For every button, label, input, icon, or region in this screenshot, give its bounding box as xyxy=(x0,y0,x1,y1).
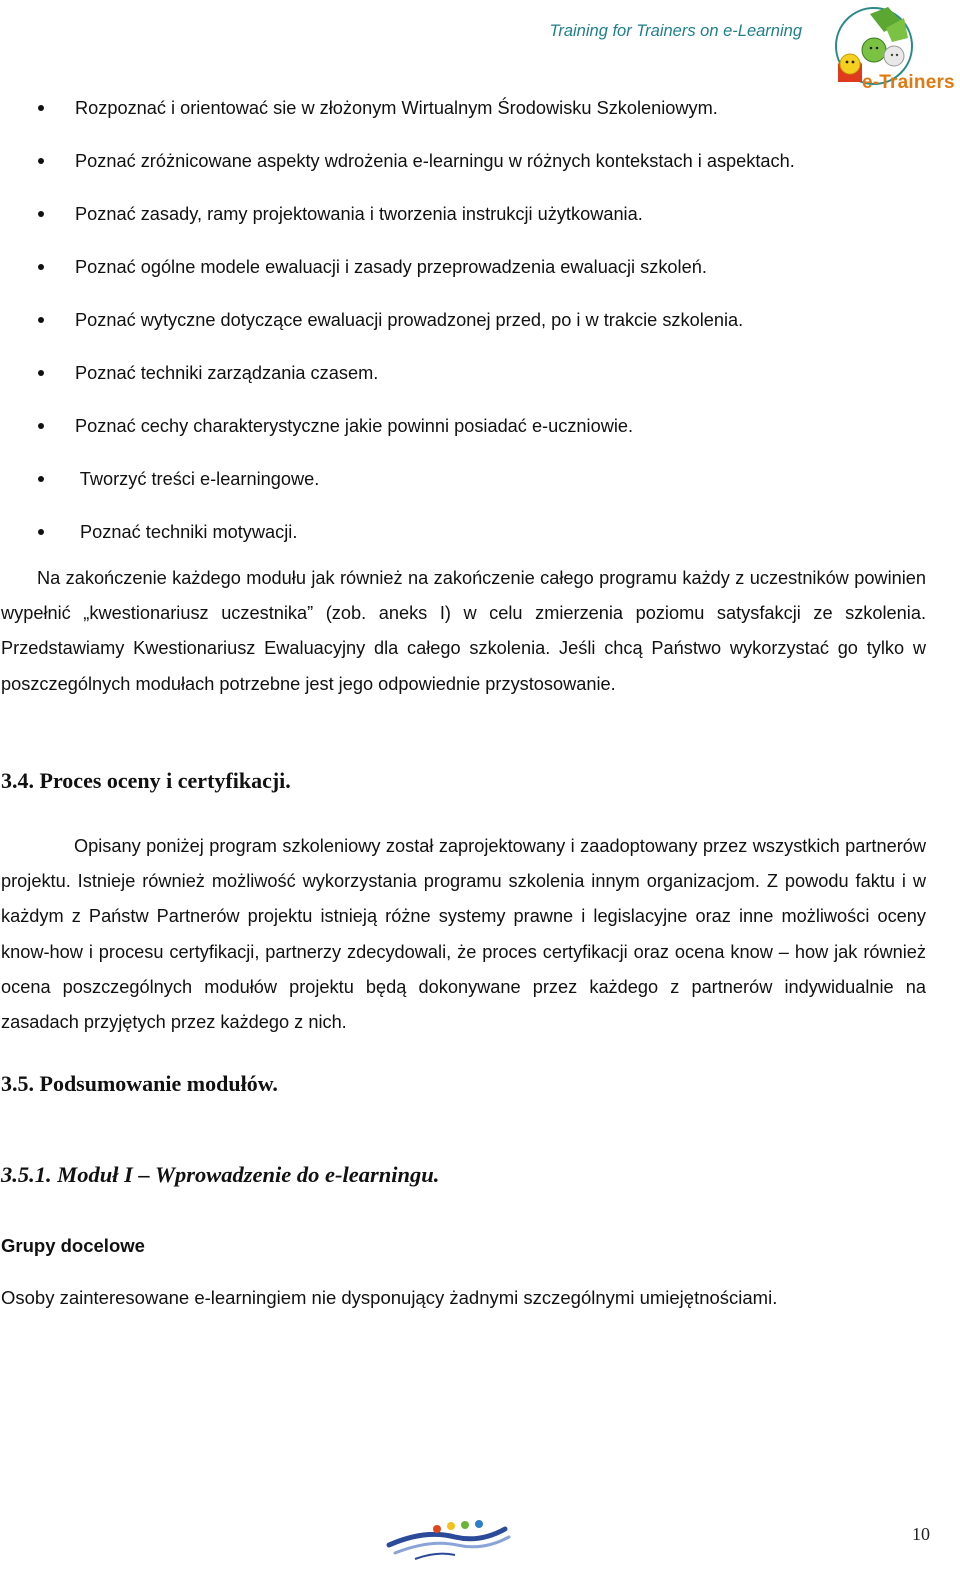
header-title: Training for Trainers on e-Learning xyxy=(549,22,802,40)
target-groups-text: Osoby zainteresowane e-learningiem nie dysponujący żadnymi szczególnymi umiejętnościami. xyxy=(1,1287,778,1308)
heading-3-4: 3.4. Proces oceny i certyfikacji. xyxy=(1,768,291,793)
paragraph-certification: Opisany poniżej program szkoleniowy został zaprojektowany i zaadoptowany przez wszystkich partnerów projektu. Istnieje również możliwość wykorzystania programu szkolenia innym organizacjom. Z powodu faktu i w każdym z Państw Partnerów projektu istnieją różne systemy prawne i legislacyjne oraz inne możliwości oceny know-how i procesu certyfikacji, partnerzy zdecydowali, że proces certyfikacji oraz ocena know – how jak również ocena poszczególnych modułów projektu będą dokonywane przez każdego z partnerów indywidualnie na zasadach przyjętych przez każdego z nich. xyxy=(1,836,926,1033)
paragraph-evaluation: Na zakończenie każdego modułu jak również na zakończenie całego programu każdy z uczestników powinien wypełnić „kwestionariusz uczestnika” (zob. aneks I) w celu zmierzenia poziomu satysfakcji ze szkolenia. Przedstawiamy Kwestionariusz Ewaluacyjny dla całego szkolenia. Jeśli chcą Państwo wykorzystać go tylko w poszczególnych modułach potrzebne jest jego odpowiednie przystosowanie. xyxy=(1,568,926,694)
page-number: 10 xyxy=(912,1524,930,1544)
heading-3-5: 3.5. Podsumowanie modułów. xyxy=(1,1071,278,1096)
logo-text: e-Trainers xyxy=(862,72,955,93)
target-groups-label: Grupy docelowe xyxy=(1,1235,145,1256)
heading-3-5-1: 3.5.1. Moduł I – Wprowadzenie do e-learningu. xyxy=(1,1162,440,1187)
footer-logo xyxy=(385,1515,515,1567)
